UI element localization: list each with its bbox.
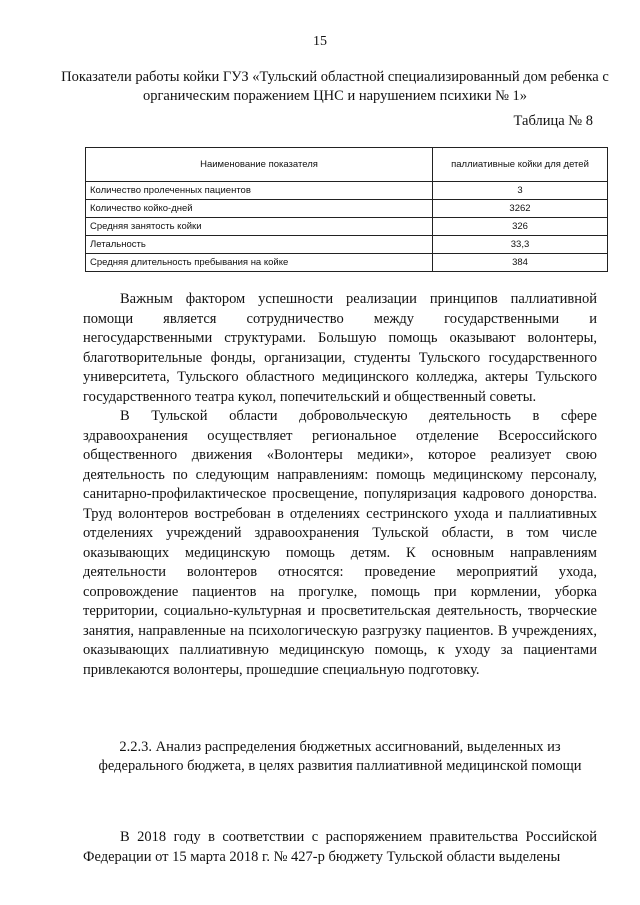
column-header-indicator: Наименование показателя (86, 148, 433, 182)
indicator-value: 326 (433, 218, 608, 236)
body-text-final (83, 828, 597, 867)
table-row (86, 182, 608, 200)
paragraph: Важным фактором успешности реализации принципов паллиативной помощи является сотрудничество между государственными и негосударственными структурами. Большую помощь оказывают волонтеры, благотворительные фонды, организации, студенты Тульского государственного университета, Тульского областного медицинского колледжа, актеры Тульского государственного театра кукол, попечительский и общественный советы. (83, 291, 597, 405)
indicator-name: Средняя длительность пребывания на койке (86, 254, 433, 272)
indicator-value: 384 (433, 254, 608, 272)
table-label: Таблица № 8 (513, 113, 593, 129)
section-heading: 2.2.3. Анализ распределения бюджетных ассигнований, выделенных из федерального бюджета, в целях развития паллиативной медицинской помощи (98, 739, 582, 774)
table-header-row (86, 148, 608, 182)
indicator-name: Количество койко-дней (86, 200, 433, 218)
indicator-value: 3262 (433, 200, 608, 218)
table-title: Показатели работы койки ГУЗ «Тульский областной специализированный дом ребенка с органическим поражением ЦНС и нарушением психики № 1» (61, 69, 609, 104)
table-row (86, 236, 608, 254)
table-row (86, 200, 608, 218)
table-row (86, 218, 608, 236)
indicator-value: 33,3 (433, 236, 608, 254)
indicator-name: Средняя занятость койки (86, 218, 433, 236)
table-row (86, 254, 608, 272)
indicators-table (85, 147, 608, 272)
paragraph: В Тульской области добровольческую деятельность в сфере здравоохранения осуществляет региональное отделение Всероссийского общественного движения «Волонтеры медики», которое реализует свою деятельность по следующим направлениям: помощь медицинскому персоналу, санитарно-профилактическое просвещение, популяризация кадрового донорства. Труд волонтеров востребован в отделениях сестринского ухода и паллиативных отделениях учреждений здравоохранения Тульской области, в том числе оказывающих медицинскую помощь детям. К основным направлениям деятельности волонтеров относятся: проведение мероприятий ухода, сопровождение пациентов на прогулке, помощь при кормлении, уборка территории, социально-культурная и просветительская деятельность, творческие занятия, направленные на психологическую разгрузку пациентов. В учреждениях, оказывающих паллиативную медицинскую помощь, к уходу за пациентами привлекаются волонтеры, прошедшие специальную подготовку. (83, 408, 597, 678)
indicator-name: Летальность (86, 236, 433, 254)
column-header-palliative-beds: паллиативные койки для детей (433, 148, 608, 182)
body-text (83, 290, 597, 680)
paragraph: В 2018 году в соответствии с распоряжением правительства Российской Федерации от 15 марта 2018 г. № 427-р бюджету Тульской области выделены (83, 829, 597, 865)
page-number: 15 (313, 34, 327, 49)
indicator-name: Количество пролеченных пациентов (86, 182, 433, 200)
indicator-value: 3 (433, 182, 608, 200)
